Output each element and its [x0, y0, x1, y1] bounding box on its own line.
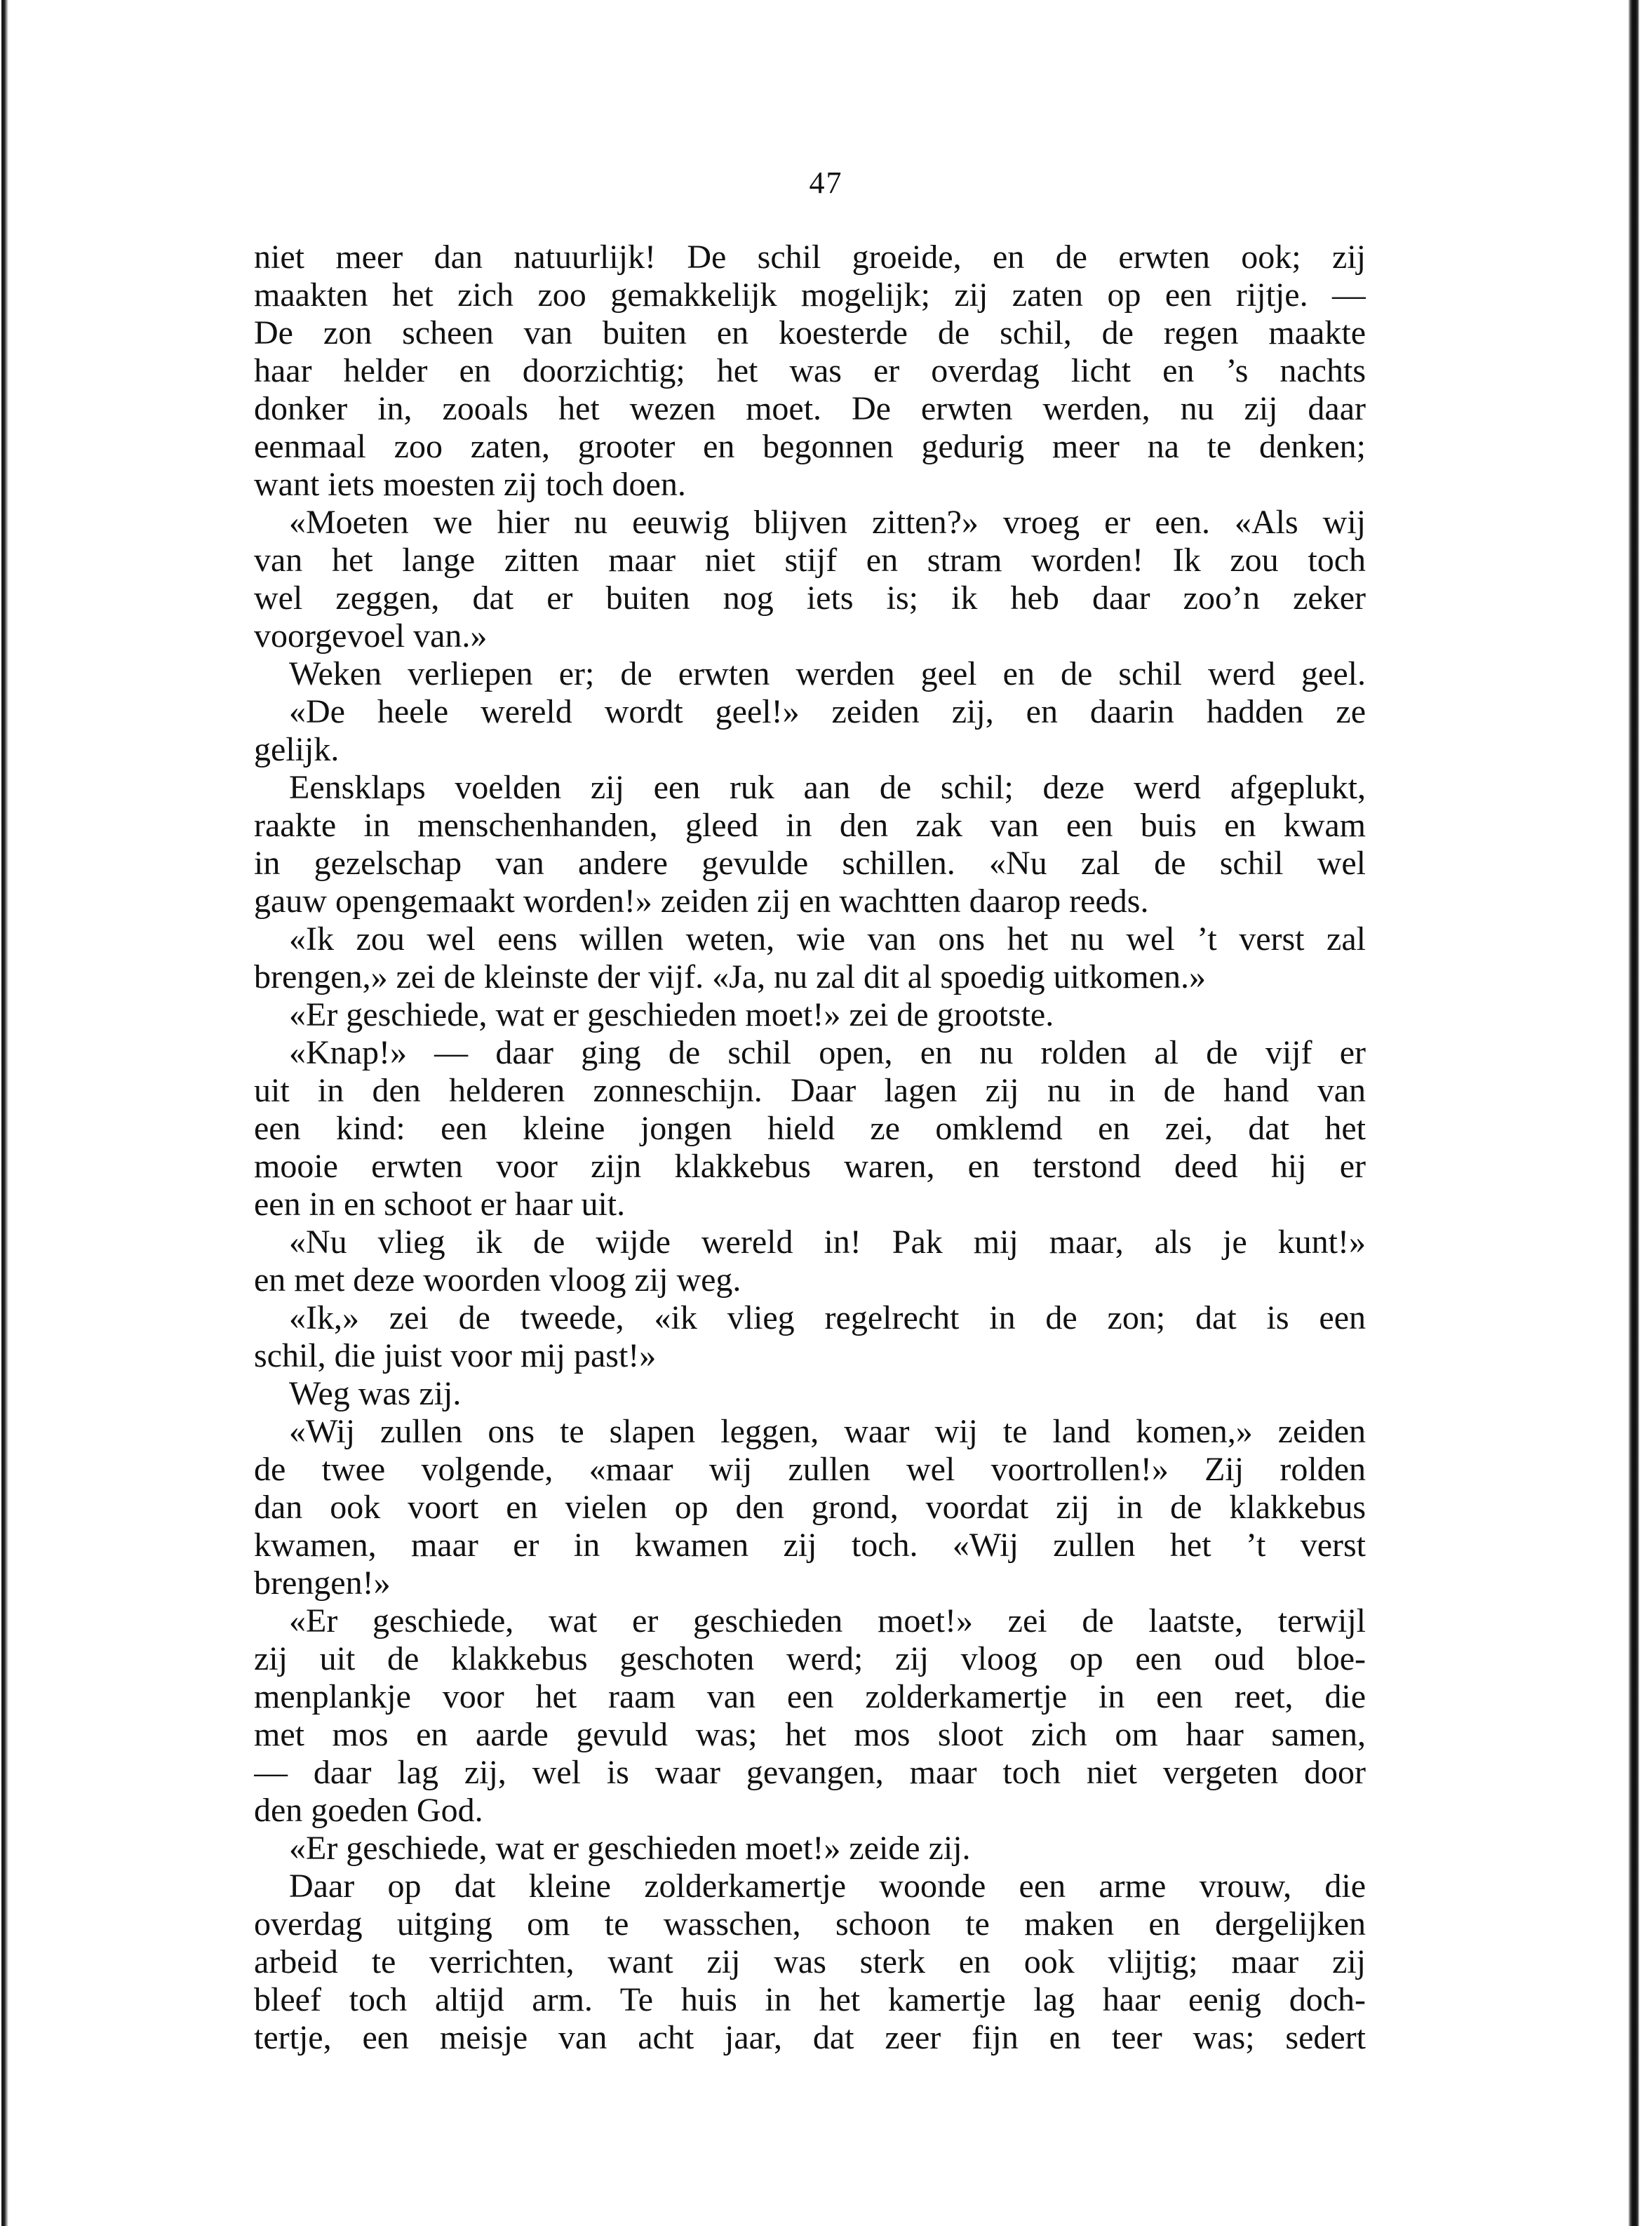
text-line: maakten het zich zoo gemakkelijk mogelijk; zij zaten op een rijtje. — [254, 276, 1366, 314]
text-line: «Ik,» zei de tweede, «ik vlieg regelrecht in de zon; dat is een [289, 1299, 1366, 1336]
text-line: een in en schoot er haar uit. [254, 1186, 626, 1223]
page-number: 47 [809, 166, 843, 200]
text-line: want iets moesten zij toch doen. [254, 466, 686, 503]
text-line: overdag uitging om te wasschen, schoon te maken en dergelijken [254, 1905, 1366, 1943]
text-line: de twee volgende, «maar wij zullen wel voortrollen!» Zij rolden [254, 1451, 1366, 1488]
text-line: «Er geschiede, wat er geschieden moet!» zei de grootste. [289, 996, 1054, 1033]
text-line: eenmaal zoo zaten, grooter en begonnen gedurig meer na te denken; [254, 428, 1366, 465]
text-line: uit in den helderen zonneschijn. Daar lagen zij nu in de hand van [254, 1072, 1366, 1109]
text-line: wel zeggen, dat er buiten nog iets is; ik heb daar zoo’n zeker [254, 579, 1366, 617]
text-line: donker in, zooals het wezen moet. De erwten werden, nu zij daar [254, 390, 1366, 427]
body-text [254, 239, 1366, 2057]
text-line: schil, die juist voor mij past!» [254, 1337, 657, 1374]
page-edge-left [1, 0, 8, 2226]
text-line: met mos en aarde gevuld was; het mos sloot zich om haar samen, [254, 1716, 1366, 1753]
text-line: haar helder en doorzichtig; het was er overdag licht en ’s nachts [254, 352, 1366, 389]
text-line: Weken verliepen er; de erwten werden geel en de schil werd geel. [289, 655, 1366, 692]
page-edge-right [1628, 0, 1639, 2226]
text-line: Daar op dat kleine zolderkamertje woonde een arme vrouw, die [289, 1868, 1366, 1905]
text-line: Weg was zij. [289, 1375, 462, 1412]
text-line: menplankje voor het raam van een zolderkamertje in een reet, die [254, 1678, 1366, 1715]
text-line: «Knap!» — daar ging de schil open, en nu rolden al de vijf er [289, 1034, 1366, 1071]
text-line: voorgevoel van.» [254, 617, 488, 655]
text-line: een kind: een kleine jongen hield ze omklemd en zei, dat het [254, 1110, 1366, 1147]
text-line: dan ook voort en vielen op den grond, voordat zij in de klakkebus [254, 1489, 1366, 1526]
text-line: «Ik zou wel eens willen weten, wie van ons het nu wel ’t verst zal [289, 920, 1366, 958]
text-line: «Er geschiede, wat er geschieden moet!» zei de laatste, terwijl [289, 1602, 1366, 1640]
text-line: tertje, een meisje van acht jaar, dat zeer fijn en teer was; sedert [254, 2019, 1366, 2056]
text-line: gauw opengemaakt worden!» zeiden zij en wachtten daarop reeds. [254, 883, 1149, 920]
text-line: van het lange zitten maar niet stijf en stram worden! Ik zou toch [254, 542, 1366, 579]
text-line: «Wij zullen ons te slapen leggen, waar wij te land komen,» zeiden [289, 1413, 1366, 1450]
text-line: raakte in menschenhanden, gleed in den zak van een buis en kwam [254, 807, 1366, 844]
text-line: in gezelschap van andere gevulde schillen. «Nu zal de schil wel [254, 845, 1366, 882]
text-line: brengen,» zei de kleinste der vijf. «Ja, nu zal dit al spoedig uitkomen.» [254, 958, 1206, 995]
text-line: Eensklaps voelden zij een ruk aan de schil; deze werd afgeplukt, [289, 769, 1366, 806]
text-line: gelijk. [254, 731, 340, 768]
text-line: bleef toch altijd arm. Te huis in het kamertje lag haar eenig doch- [254, 1981, 1366, 2018]
text-line: mooie erwten voor zijn klakkebus waren, en terstond deed hij er [254, 1148, 1366, 1185]
text-line: den goeden God. [254, 1792, 483, 1829]
text-line: kwamen, maar er in kwamen zij toch. «Wij zullen het ’t verst [254, 1527, 1366, 1564]
text-line: «Moeten we hier nu eeuwig blijven zitten?» vroeg er een. «Als wij [289, 504, 1366, 541]
text-line: niet meer dan natuurlijk! De schil groeide, en de erwten ook; zij [254, 239, 1366, 276]
text-line: arbeid te verrichten, want zij was sterk en ook vlijtig; maar zij [254, 1943, 1366, 1980]
text-line: «Er geschiede, wat er geschieden moet!» zeide zij. [289, 1830, 971, 1867]
text-line: «De heele wereld wordt geel!» zeiden zij, en daarin hadden ze [289, 693, 1366, 730]
text-line: De zon scheen van buiten en koesterde de schil, de regen maakte [254, 314, 1366, 351]
text-line: — daar lag zij, wel is waar gevangen, maar toch niet vergeten door [254, 1754, 1366, 1791]
text-line: brengen!» [254, 1564, 391, 1602]
text-line: zij uit de klakkebus geschoten werd; zij vloog op een oud bloe- [254, 1640, 1366, 1677]
text-line: «Nu vlieg ik de wijde wereld in! Pak mij maar, als je kunt!» [289, 1223, 1366, 1261]
text-line: en met deze woorden vloog zij weg. [254, 1261, 741, 1299]
